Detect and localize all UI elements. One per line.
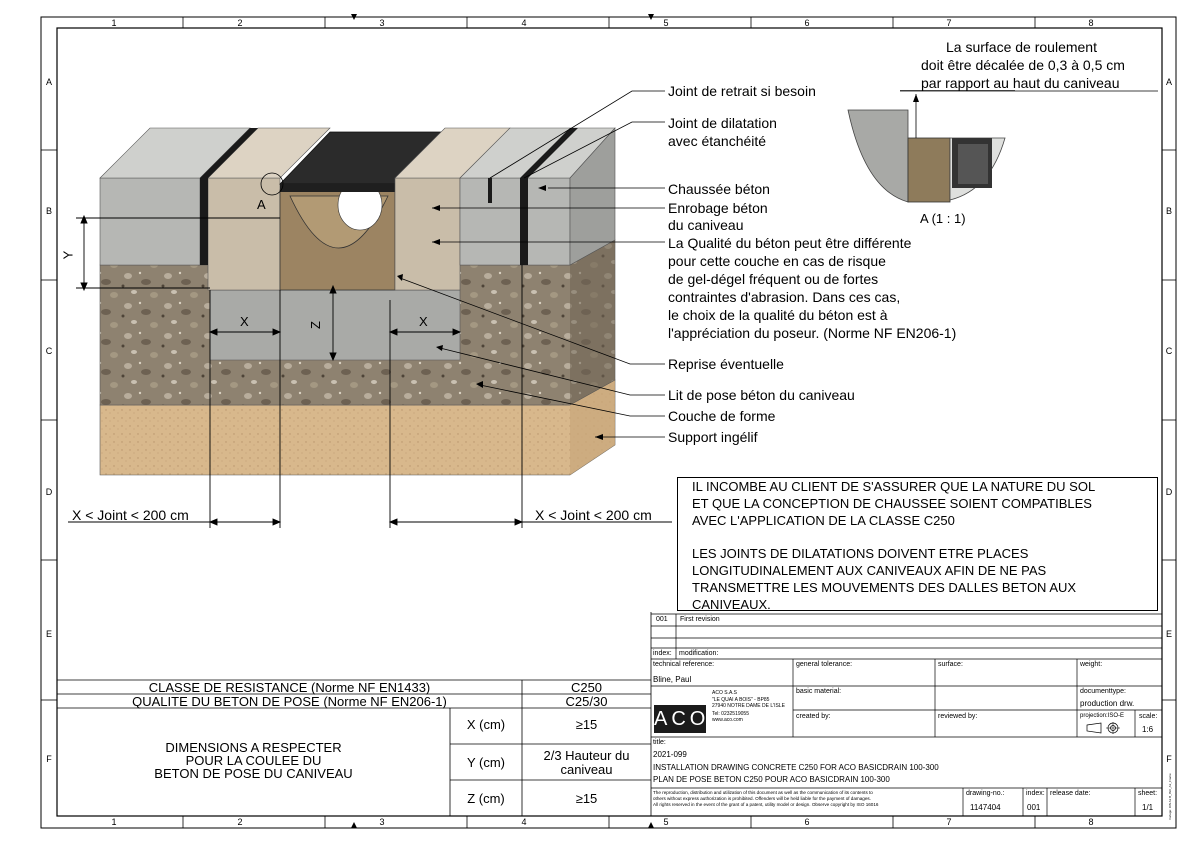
tb-rev-no: 001 [656, 616, 668, 623]
tb-sheet-label: sheet: [1138, 790, 1158, 797]
tb-copyright-1: The reproduction, distribution and utilization of this document as well as the communication of its contents to [653, 790, 873, 795]
grid-col-2: 2 [237, 18, 243, 28]
label-enrobage-1: Enrobage béton [668, 200, 768, 216]
notice-line-1: IL INCOMBE AU CLIENT DE S'ASSURER QUE LA NATURE DU SOL [692, 479, 1096, 494]
spec-row-z-dim: Z (cm) [467, 791, 505, 806]
spec-dim-title-1: DIMENSIONS A RESPECTER [165, 740, 342, 755]
grid-row-f-right: F [1166, 754, 1172, 764]
tb-tech-ref-value: Bline, Paul [653, 675, 692, 684]
label-lit-pose: Lit de pose béton du caniveau [668, 387, 855, 403]
spec-classe-label: CLASSE DE RESISTANCE (Norme NF EN1433) [148, 680, 431, 695]
label-detail-a: A (1 : 1) [920, 211, 966, 226]
tb-rev-desc: First revision [680, 616, 720, 623]
spec-row-x-dim: X (cm) [466, 717, 506, 732]
spec-classe-value: C250 [570, 680, 603, 695]
notice-line-2: ET QUE LA CONCEPTION DE CHAUSSEE SOIENT COMPATIBLES [692, 496, 1092, 511]
label-surface-2: doit être décalée de 0,3 à 0,5 cm [921, 57, 1125, 73]
grid-col-2-bottom: 2 [237, 817, 243, 827]
tb-surface-label: surface: [938, 661, 963, 668]
grid-row-d-right: D [1165, 487, 1173, 497]
grid-col-7-bottom: 7 [946, 817, 952, 827]
tb-weight-label: weight: [1080, 661, 1103, 668]
grid-row-f: F [46, 754, 52, 764]
grid-row-b: B [45, 206, 52, 216]
tb-company-4: Tel: 0232519055 [712, 711, 749, 717]
label-qualite-2: pour cette couche en cas de risque [668, 253, 886, 269]
grid-col-5: 5 [663, 18, 669, 28]
label-dim-z: Z [307, 321, 323, 329]
label-dim-y: Y [60, 250, 76, 260]
label-joint-left: X < Joint < 200 cm [72, 507, 189, 523]
label-reprise: Reprise éventuelle [668, 356, 784, 372]
spec-dim-title-2: POUR LA COULEE DU [185, 753, 322, 768]
label-detail-marker: A [257, 197, 266, 212]
label-joint-dilatation-2: avec étanchéité [668, 133, 767, 149]
label-enrobage-2: du caniveau [668, 217, 744, 233]
tb-title-1: 2021-099 [653, 750, 687, 759]
tb-copyright-3: All rights reserved in the event of the grant of a patent, utility model or design. Observe copyright by ISO 16016 [653, 802, 879, 807]
tb-gen-tol-label: general tolerance: [796, 661, 853, 668]
spec-row-x-value: ≥15 [575, 717, 598, 732]
grid-col-1-bottom: 1 [111, 817, 117, 827]
grid-col-8: 8 [1088, 18, 1094, 28]
tb-company-5: www.aco.com [712, 717, 743, 723]
tb-copyright-2: others without express authorization is prohibited. Offenders will be held liable for the payment of damages. [653, 796, 871, 801]
tb-title-2: INSTALLATION DRAWING CONCRETE C250 FOR ACO BASICDRAIN 100-300 [653, 763, 939, 772]
label-qualite-3: de gel-dégel fréquent ou de fortes [668, 271, 879, 287]
notice-line-3: AVEC L'APPLICATION DE LA CLASSE C250 [692, 513, 955, 528]
grid-col-5-bottom: 5 [663, 817, 669, 827]
grid-row-a: A [45, 77, 52, 87]
tb-index-label-2: index: [1026, 790, 1045, 797]
notice-line-7: CANIVEAUX. [692, 597, 771, 612]
spec-row-y-value-2: caniveau [560, 762, 613, 777]
grid-col-1: 1 [111, 18, 117, 28]
grid-row-e-right: E [1165, 629, 1172, 639]
label-qualite-4: contraintes d'abrasion. Dans ces cas, [668, 289, 901, 305]
spec-row-y-dim: Y (cm) [466, 755, 506, 770]
grid-row-c-right: C [1165, 346, 1173, 356]
tb-scale-label: scale: [1139, 713, 1158, 720]
tb-doc-type-value: production drw. [1080, 699, 1135, 708]
spec-qualite-label: QUALITE DU BETON DE POSE (Norme NF EN206-1) [132, 694, 447, 709]
grid-col-6: 6 [804, 18, 810, 28]
spec-dim-title-3: BETON DE POSE DU CANIVEAU [154, 766, 353, 781]
grid-row-d: D [45, 487, 53, 497]
tb-drawing-no-label: drawing-no.: [966, 790, 1005, 797]
grid-row-b-right: B [1165, 206, 1172, 216]
grid-col-3-bottom: 3 [379, 817, 385, 827]
spec-row-z-value: ≥15 [575, 791, 598, 806]
grid-col-4: 4 [521, 18, 527, 28]
grid-row-a-right: A [1165, 77, 1172, 87]
aco-logo: ACO [654, 705, 706, 733]
label-qualite-1: La Qualité du béton peut être différente [668, 235, 912, 251]
label-support: Support ingélif [668, 429, 758, 445]
label-chaussee: Chaussée béton [668, 181, 770, 197]
tb-title-label: title: [653, 739, 666, 746]
tb-index-label: index: [653, 650, 672, 657]
tb-drawing-no-value: 1147404 [970, 803, 1001, 812]
spec-row-y-value-1: 2/3 Hauteur du [543, 748, 630, 763]
notice-line-6: TRANSMETTRE LES MOUVEMENTS DES DALLES BETON AUX [692, 580, 1077, 595]
tb-side-note: Vorlage: DIN A3 B_ISO_A3_Frame [1168, 773, 1172, 820]
label-joint-retrait: Joint de retrait si besoin [668, 83, 816, 99]
tb-tech-ref-label: technical reference: [653, 661, 715, 668]
label-dim-x-right: X [419, 314, 428, 329]
grid-col-6-bottom: 6 [804, 817, 810, 827]
grid-col-4-bottom: 4 [521, 817, 527, 827]
tb-title-3: PLAN DE POSE BETON C250 POUR ACO BASICDRAIN 100-300 [653, 775, 890, 784]
grid-col-3: 3 [379, 18, 385, 28]
tb-sheet-value: 1/1 [1142, 803, 1154, 812]
tb-company-1: ACO S.A.S [712, 690, 738, 696]
tb-projection-label: projection:ISO-E [1080, 713, 1125, 719]
notice-line-5: LONGITUDINALEMENT AUX CANIVEAUX AFIN DE NE PAS [692, 563, 1047, 578]
spec-qualite-value: C25/30 [565, 694, 608, 709]
tb-scale-value: 1:6 [1142, 725, 1154, 734]
tb-company-3: 27940 NOTRE DAME DE L'ISLE [712, 703, 785, 709]
tb-release-label: release date: [1050, 790, 1091, 797]
grid-col-8-bottom: 8 [1088, 817, 1094, 827]
grid-row-c: C [45, 346, 53, 356]
label-dim-x-left: X [240, 314, 249, 329]
tb-created-label: created by: [796, 713, 831, 720]
tb-modification-label: modification: [679, 650, 719, 657]
label-qualite-6: l'appréciation du poseur. (Norme NF EN206-1) [668, 325, 957, 341]
projection-symbol-icon [1085, 722, 1125, 734]
label-surface-1: La surface de roulement [946, 39, 1097, 55]
grid-row-e: E [45, 629, 52, 639]
tb-reviewed-label: reviewed by: [938, 713, 978, 720]
grid-col-7: 7 [946, 18, 952, 28]
tb-doc-type-label: documenttype: [1080, 688, 1126, 695]
label-surface-3: par rapport au haut du caniveau [921, 75, 1120, 91]
tb-index-value: 001 [1027, 803, 1041, 812]
label-joint-dilatation-1: Joint de dilatation [668, 115, 777, 131]
label-couche-forme: Couche de forme [668, 408, 776, 424]
tb-company-2: "LE QUAI A BOIS" - BP85 [712, 697, 770, 703]
label-qualite-5: le choix de la qualité du béton est à [668, 307, 888, 323]
tb-basic-material-label: basic material: [796, 688, 842, 695]
notice-line-4: LES JOINTS DE DILATATIONS DOIVENT ETRE PLACES [692, 546, 1029, 561]
label-joint-right: X < Joint < 200 cm [535, 507, 652, 523]
